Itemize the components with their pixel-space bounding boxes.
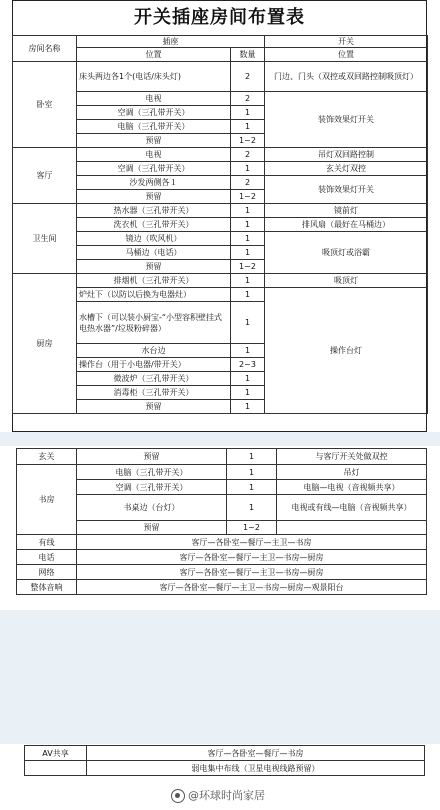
socket-position: 消毒柜（三孔带开关） bbox=[77, 386, 231, 400]
socket-position: 空调（三孔带开关） bbox=[77, 162, 231, 176]
socket-position: 预留 bbox=[77, 260, 231, 274]
table-row bbox=[13, 62, 428, 92]
socket-quantity: 1~2 bbox=[231, 260, 265, 274]
socket-position: 空调（三孔带开关） bbox=[77, 106, 231, 120]
socket-quantity: 1 bbox=[231, 232, 265, 246]
socket-quantity: 1 bbox=[231, 302, 265, 344]
socket-quantity: 2 bbox=[231, 62, 265, 92]
header-socket-position: 位置 bbox=[77, 48, 231, 62]
av-sharing-table bbox=[24, 745, 425, 776]
socket-position: 炉灶下（以防以后换为电器灶） bbox=[77, 288, 231, 302]
socket-quantity: 1 bbox=[227, 495, 277, 521]
wiring-route: 客厅—各卧室—餐厅—主卫—书房 bbox=[77, 535, 427, 550]
separator-band bbox=[0, 432, 440, 446]
wiring-type: 有线 bbox=[17, 535, 77, 550]
table-row bbox=[17, 535, 427, 550]
wiring-type: AV共享 bbox=[25, 746, 87, 761]
wiring-route: 客厅—各卧室—餐厅—主卫—书房—厨房 bbox=[77, 550, 427, 565]
table-row bbox=[17, 580, 427, 595]
room-kitchen: 厨房 bbox=[13, 274, 77, 414]
socket-quantity: 1 bbox=[231, 344, 265, 358]
socket-position: 操作台（用于小电器/带开关） bbox=[77, 358, 231, 372]
header-quantity: 数量 bbox=[231, 48, 265, 62]
av-sharing-sheet bbox=[24, 745, 424, 785]
socket-quantity: 1 bbox=[231, 218, 265, 232]
socket-quantity: 1 bbox=[231, 400, 265, 414]
header-switch: 开关 bbox=[265, 36, 428, 48]
switch-position: 玄关灯双控 bbox=[265, 162, 428, 176]
socket-position: 电视 bbox=[77, 92, 231, 106]
wiring-route: 客厅—各卧室—餐厅—主卫—书房—厨房 bbox=[77, 565, 427, 580]
wiring-type: 整体音响 bbox=[17, 580, 77, 595]
socket-position: 电脑（三孔带开关） bbox=[77, 465, 227, 480]
main-layout-table-sheet bbox=[12, 0, 427, 432]
switch-position: 吊灯双回路控制 bbox=[265, 148, 428, 162]
socket-position: 电视 bbox=[77, 148, 231, 162]
watermark: @环球时尚家居 bbox=[188, 789, 265, 802]
socket-quantity: 2~3 bbox=[231, 358, 265, 372]
socket-position: 排烟机（三孔带开关） bbox=[77, 274, 231, 288]
socket-quantity: 1~2 bbox=[231, 190, 265, 204]
wiring-type: 网络 bbox=[17, 565, 77, 580]
switch-position: 电脑—电视（音视频共享） bbox=[277, 480, 427, 495]
socket-position: 预留 bbox=[77, 400, 231, 414]
table-row bbox=[25, 746, 425, 761]
switch-position: 装饰效果灯开关 bbox=[265, 176, 428, 204]
table-row bbox=[17, 480, 427, 495]
wiring-route: 客厅—各卧室—餐厅—书房 bbox=[87, 746, 425, 761]
table-row bbox=[17, 449, 427, 465]
header-switch-position: 位置 bbox=[265, 48, 428, 62]
socket-position: 沙发两侧各１ bbox=[77, 176, 231, 190]
room-bedroom: 卧室 bbox=[13, 62, 77, 148]
socket-quantity: 1~2 bbox=[227, 521, 277, 535]
socket-quantity: 1 bbox=[231, 204, 265, 218]
table-row bbox=[17, 521, 427, 535]
wiring-type: 电话 bbox=[17, 550, 77, 565]
wiring-note: 弱电集中布线（卫星电视线路预留） bbox=[87, 761, 425, 776]
table-row bbox=[17, 565, 427, 580]
socket-quantity: 1 bbox=[227, 465, 277, 480]
table-row bbox=[13, 204, 428, 218]
socket-position: 洗衣机（三孔带开关） bbox=[77, 218, 231, 232]
socket-position: 预留 bbox=[77, 190, 231, 204]
entry-study-wiring-sheet bbox=[16, 448, 426, 606]
socket-quantity: 1 bbox=[231, 246, 265, 260]
separator-band bbox=[0, 610, 440, 744]
room-study: 书房 bbox=[17, 465, 77, 535]
switch-position: 门边、门头（双控或双回路控制吸顶灯） bbox=[265, 62, 428, 92]
socket-quantity: 2 bbox=[231, 92, 265, 106]
socket-quantity: 2 bbox=[231, 148, 265, 162]
table-row bbox=[17, 465, 427, 480]
socket-position: 水槽下（可以装小厨宝-“小型容积壁挂式电热水器”/垃圾粉碎器） bbox=[77, 302, 231, 344]
socket-position: 空调（三孔带开关） bbox=[77, 480, 227, 495]
socket-position: 马桶边（电话） bbox=[77, 246, 231, 260]
socket-quantity: 1 bbox=[231, 106, 265, 120]
header-socket: 插座 bbox=[77, 36, 265, 48]
switch-position: 吊灯 bbox=[277, 465, 427, 480]
socket-quantity: 1 bbox=[231, 386, 265, 400]
socket-position: 微波炉（三孔带开关） bbox=[77, 372, 231, 386]
table-row bbox=[17, 495, 427, 521]
socket-position: 床头两边各1个(电话/床头灯) bbox=[77, 62, 231, 92]
socket-position: 热水器（三孔带开关） bbox=[77, 204, 231, 218]
socket-position: 电脑（三孔带开关） bbox=[77, 120, 231, 134]
header-room: 房间名称 bbox=[13, 36, 77, 62]
table-row bbox=[13, 274, 428, 288]
socket-position: 镜边（吹风机） bbox=[77, 232, 231, 246]
switch-position: 吸顶灯或浴霸 bbox=[265, 232, 428, 274]
socket-quantity: 2 bbox=[231, 176, 265, 190]
switch-position: 与客厅开关处做双控 bbox=[277, 449, 427, 465]
table-row bbox=[13, 148, 428, 162]
switch-position: 电视或有线—电脑（音视频共享） bbox=[277, 495, 427, 521]
socket-quantity: 1~2 bbox=[231, 134, 265, 148]
wiring-route: 客厅—各卧室—餐厅—主卫—书房—厨房—观景阳台 bbox=[77, 580, 427, 595]
socket-quantity: 1 bbox=[231, 274, 265, 288]
switch-position: 吸顶灯 bbox=[265, 274, 428, 288]
page-title: 开关插座房间布置表 bbox=[134, 7, 305, 28]
socket-quantity: 1 bbox=[231, 288, 265, 302]
socket-quantity: 1 bbox=[231, 372, 265, 386]
socket-quantity: 1 bbox=[227, 449, 277, 465]
room-living: 客厅 bbox=[13, 148, 77, 204]
entry-study-wiring-table bbox=[16, 448, 427, 595]
socket-position: 预留 bbox=[77, 134, 231, 148]
table-row bbox=[17, 550, 427, 565]
switch-position: 装饰效果灯开关 bbox=[265, 92, 428, 148]
weibo-icon bbox=[171, 789, 185, 803]
socket-position: 水台边 bbox=[77, 344, 231, 358]
socket-position: 书桌边（台灯） bbox=[77, 495, 227, 521]
switch-position: 排风扇（最好在马桶边） bbox=[265, 218, 428, 232]
switch-position: 操作台灯 bbox=[265, 288, 428, 414]
socket-quantity: 1 bbox=[227, 480, 277, 495]
socket-switch-table bbox=[12, 35, 428, 414]
socket-quantity: 1 bbox=[231, 162, 265, 176]
table-row bbox=[25, 761, 425, 776]
socket-position: 预留 bbox=[77, 449, 227, 465]
room-entry: 玄关 bbox=[17, 449, 77, 465]
switch-position: 镜前灯 bbox=[265, 204, 428, 218]
room-bathroom: 卫生间 bbox=[13, 204, 77, 274]
socket-quantity: 1 bbox=[231, 120, 265, 134]
socket-position: 预留 bbox=[77, 521, 227, 535]
